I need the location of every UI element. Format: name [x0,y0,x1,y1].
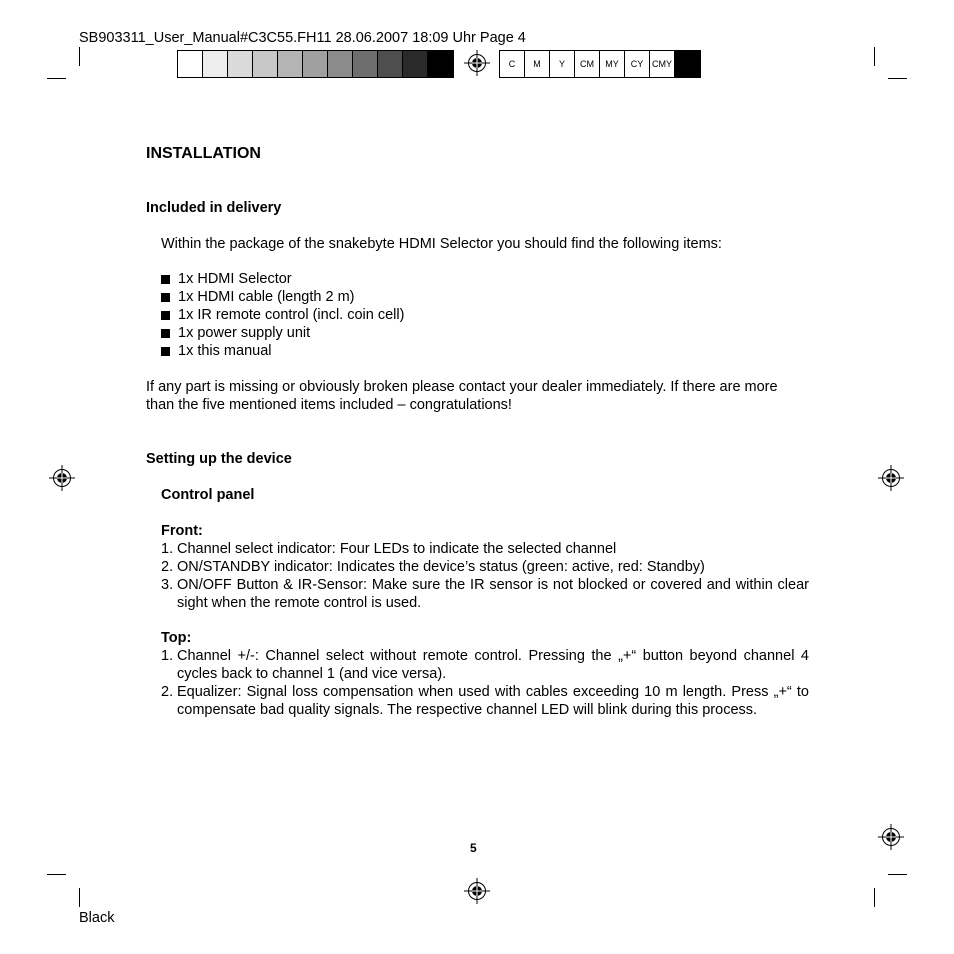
front-items-list [161,540,809,612]
subheading-top: Top: [161,630,192,646]
list-item: 2. ON/STANDBY indicator: Indicates the device’s status (green: active, red: Standby) [161,559,705,575]
list-item: 1x HDMI cable (length 2 m) [161,288,404,306]
list-item: 2. Equalizer: Signal loss compensation when used with cables exceeding 10 m length. Press „+“ to compensate bad quality signals. The respective channel LED will blink during this process. [161,684,809,718]
registration-mark-icon [464,50,490,76]
registration-mark-icon [49,465,75,491]
registration-mark-icon [878,465,904,491]
grey-swatch [403,51,428,77]
grey-swatch [178,51,203,77]
color-patch-my: MY [600,51,625,77]
grey-swatch [378,51,403,77]
list-item: 1. Channel +/-: Channel select without remote control. Pressing the „+“ button beyond channel 4 cycles back to channel 1 (and vice versa). [161,648,809,682]
plate-label: Black [79,910,115,926]
color-patch-c: C [500,51,525,77]
grey-swatch [203,51,228,77]
color-patch-m: M [525,51,550,77]
grey-swatch [253,51,278,77]
included-note-line-2: than the five mentioned items included – congratulations! [146,397,512,413]
section-heading-included: Included in delivery [146,200,282,216]
grey-swatch [353,51,378,77]
color-patch-cm: CM [575,51,600,77]
registration-mark-icon [464,878,490,904]
crop-mark [47,78,66,79]
list-item: 1x this manual [161,342,404,360]
bullet-square-icon [161,293,170,302]
color-patch-cy: CY [625,51,650,77]
grey-step-wedge [177,50,454,78]
color-control-bar [499,50,701,78]
grey-swatch [328,51,353,77]
page-number: 5 [470,841,477,855]
crop-mark [874,47,875,66]
included-note-line-1: If any part is missing or obviously broken please contact your dealer immediately. If there are more [146,379,778,395]
bullet-square-icon [161,275,170,284]
crop-mark [888,78,907,79]
grey-swatch [303,51,328,77]
crop-mark [888,874,907,875]
color-patch-y: Y [550,51,575,77]
subheading-control-panel: Control panel [161,487,255,503]
list-item: 1x HDMI Selector [161,270,404,288]
bullet-square-icon [161,311,170,320]
color-patch-cmy: CMY [650,51,675,77]
section-heading-setup: Setting up the device [146,451,292,467]
bullet-square-icon [161,347,170,356]
list-item: 1x power supply unit [161,324,404,342]
list-item: 3. ON/OFF Button & IR-Sensor: Make sure the IR sensor is not blocked or covered and within clear sight when the remote control is used. [161,577,809,611]
included-intro: Within the package of the snakebyte HDMI Selector you should find the following items: [161,236,722,252]
included-items-list [161,270,404,360]
list-item: 1. Channel select indicator: Four LEDs to indicate the selected channel [161,541,617,557]
grey-swatch [428,51,453,77]
grey-swatch [228,51,253,77]
crop-mark [47,874,66,875]
page-title: INSTALLATION [146,145,261,162]
print-slug: SB903311_User_Manual#C3C55.FH11 28.06.2007 18:09 Uhr Page 4 [79,30,526,46]
grey-swatch [278,51,303,77]
crop-mark [79,888,80,907]
crop-mark [79,47,80,66]
color-patch-black [675,51,700,77]
subheading-front: Front: [161,523,203,539]
top-items-list [161,647,809,719]
list-item: 1x IR remote control (incl. coin cell) [161,306,404,324]
bullet-square-icon [161,329,170,338]
crop-mark [874,888,875,907]
registration-mark-icon [878,824,904,850]
